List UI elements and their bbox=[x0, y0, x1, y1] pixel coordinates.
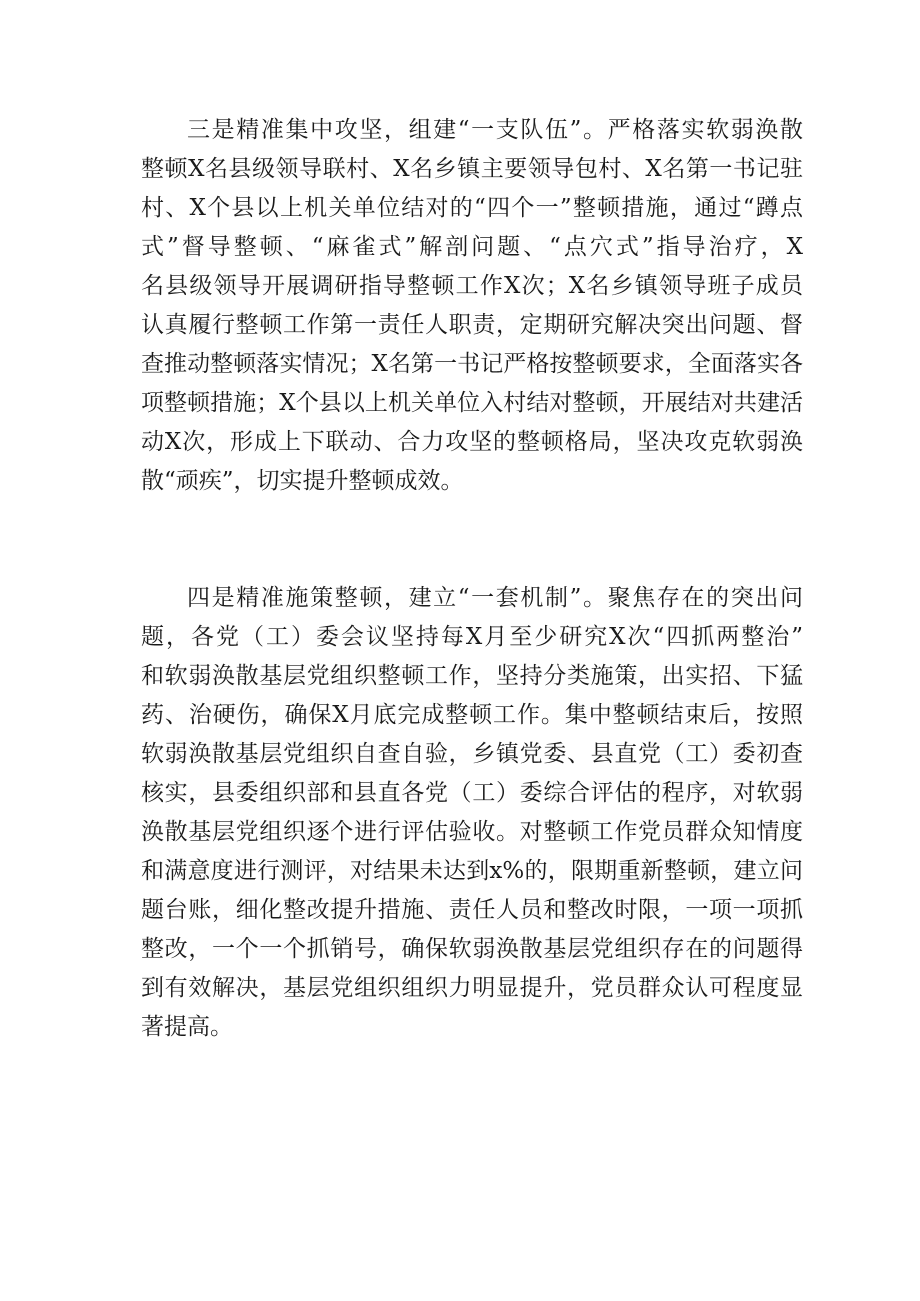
paragraph-line: 三是精准集中攻坚，组建“一支队伍”。严格落实软弱涣散 bbox=[187, 117, 803, 143]
paragraph-line: 题，各党（工）委会议坚持每X月至少研究X次“四抓两整治” bbox=[141, 624, 803, 650]
paragraph-line: 名县级领导开展调研指导整顿工作X次；X名乡镇领导班子成员 bbox=[141, 273, 803, 299]
paragraph-line: 涣散基层党组织逐个进行评估验收。对整顿工作党员群众知情度 bbox=[141, 819, 803, 845]
paragraph-line: 题台账，细化整改提升措施、责任人员和整改时限，一项一项抓 bbox=[141, 897, 803, 923]
paragraph-line: 认真履行整顿工作第一责任人职责，定期研究解决突出问题、督 bbox=[141, 312, 803, 338]
paragraph-line: 药、治硬伤，确保X月底完成整顿工作。集中整顿结束后，按照 bbox=[141, 702, 803, 728]
paragraph-line: 整改，一个一个抓销号，确保软弱涣散基层党组织存在的问题得 bbox=[141, 936, 803, 962]
paragraph-precise-policy-rectification bbox=[141, 579, 803, 1047]
paragraph-line: 村、X个县以上机关单位结对的“四个一”整顿措施，通过“蹲点 bbox=[141, 195, 803, 221]
paragraph-line: 著提高。 bbox=[141, 1014, 233, 1040]
paragraph-line: 项整顿措施；X个县以上机关单位入村结对整顿，开展结对共建活 bbox=[141, 390, 803, 416]
paragraph-line: 四是精准施策整顿，建立“一套机制”。聚焦存在的突出问 bbox=[187, 585, 803, 611]
paragraph-precise-concentrated-tackling bbox=[141, 111, 803, 501]
paragraph-line: 散“顽疾”，切实提升整顿成效。 bbox=[141, 468, 464, 494]
paragraph-line: 和软弱涣散基层党组织整顿工作，坚持分类施策，出实招、下猛 bbox=[141, 663, 803, 689]
paragraph-line: 到有效解决，基层党组织组织力明显提升，党员群众认可程度显 bbox=[141, 975, 803, 1001]
paragraph-line: 动X次，形成上下联动、合力攻坚的整顿格局，坚决攻克软弱涣 bbox=[141, 429, 803, 455]
paragraph-line: 查推动整顿落实情况；X名第一书记严格按整顿要求，全面落实各 bbox=[141, 351, 803, 377]
paragraph-line: 核实，县委组织部和县直各党（工）委综合评估的程序，对软弱 bbox=[141, 780, 803, 806]
paragraph-line: 整顿X名县级领导联村、X名乡镇主要领导包村、X名第一书记驻 bbox=[141, 156, 803, 182]
paragraph-line: 软弱涣散基层党组织自查自验，乡镇党委、县直党（工）委初查 bbox=[141, 741, 803, 767]
paragraph-line: 式”督导整顿、“麻雀式”解剖问题、“点穴式”指导治疗，X bbox=[141, 234, 803, 260]
paragraph-line: 和满意度进行测评，对结果未达到x%的，限期重新整顿，建立问 bbox=[141, 858, 803, 884]
